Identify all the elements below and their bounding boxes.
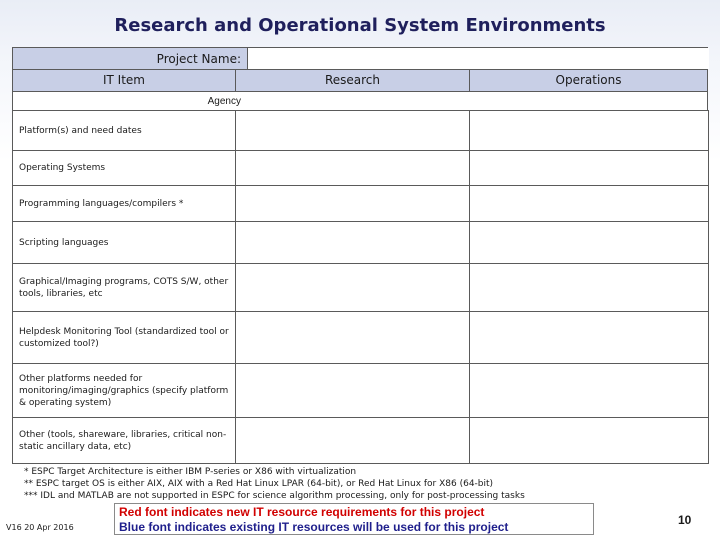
row-label: Scripting languages xyxy=(13,222,236,264)
research-cell[interactable] xyxy=(236,418,470,464)
table-row xyxy=(13,418,709,464)
research-cell[interactable] xyxy=(236,264,470,312)
page-title: Research and Operational System Environments xyxy=(114,15,606,36)
project-name-field[interactable] xyxy=(247,48,709,69)
operations-cell[interactable] xyxy=(470,418,709,464)
header-research: Research xyxy=(235,69,470,92)
table-row xyxy=(13,364,709,418)
research-cell[interactable] xyxy=(236,312,470,364)
page-number: 10 xyxy=(678,513,692,527)
table-row xyxy=(13,151,709,186)
footnotes xyxy=(24,466,704,502)
agency-row xyxy=(12,91,708,111)
operations-cell[interactable] xyxy=(470,111,709,151)
table-row xyxy=(13,186,709,222)
project-name-label: Project Name: xyxy=(156,52,241,66)
row-label: Operating Systems xyxy=(13,151,236,186)
operations-cell[interactable] xyxy=(470,186,709,222)
environment-table xyxy=(12,110,709,464)
research-cell[interactable] xyxy=(236,364,470,418)
agency-label: Agency xyxy=(207,96,241,107)
research-cell[interactable] xyxy=(236,222,470,264)
operations-cell[interactable] xyxy=(470,364,709,418)
footnote: * ESPC Target Architecture is either IBM P-series or X86 with virtualization xyxy=(24,467,357,477)
row-label: Graphical/Imaging programs, COTS S/W, other tools, libraries, etc xyxy=(13,264,236,312)
operations-cell[interactable] xyxy=(470,264,709,312)
legend-blue-text: Blue font indicates existing IT resources will be used for this project xyxy=(119,519,509,534)
row-label: Helpdesk Monitoring Tool (standardized tool or customized tool?) xyxy=(13,312,236,364)
table-row xyxy=(13,312,709,364)
research-cell[interactable] xyxy=(236,151,470,186)
project-name-row xyxy=(12,47,708,70)
table-row xyxy=(13,111,709,151)
table-row xyxy=(13,264,709,312)
footnote: *** IDL and MATLAB are not supported in ESPC for science algorithm processing, only for post-processing tasks xyxy=(24,491,525,501)
research-cell[interactable] xyxy=(236,111,470,151)
research-cell[interactable] xyxy=(236,186,470,222)
header-operations: Operations xyxy=(469,69,708,92)
operations-cell[interactable] xyxy=(470,151,709,186)
operations-cell[interactable] xyxy=(470,312,709,364)
legend-red-text: Red font indicates new IT resource requirements for this project xyxy=(119,505,485,519)
row-label: Other (tools, shareware, libraries, critical non-static ancillary data, etc) xyxy=(13,418,236,464)
footnote: ** ESPC target OS is either AIX, AIX with a Red Hat Linux LPAR (64-bit), or Red Hat Linux for X86 (64-bit) xyxy=(24,479,494,489)
header-it-item: IT Item xyxy=(12,69,236,92)
color-legend xyxy=(114,503,594,535)
row-label: Other platforms needed for monitoring/imaging/graphics (specify platform & operating system) xyxy=(13,364,236,418)
row-label: Programming languages/compilers * xyxy=(13,186,236,222)
table-row xyxy=(13,222,709,264)
row-label: Platform(s) and need dates xyxy=(13,111,236,151)
operations-cell[interactable] xyxy=(470,222,709,264)
version-date: V16 20 Apr 2016 xyxy=(6,523,74,532)
